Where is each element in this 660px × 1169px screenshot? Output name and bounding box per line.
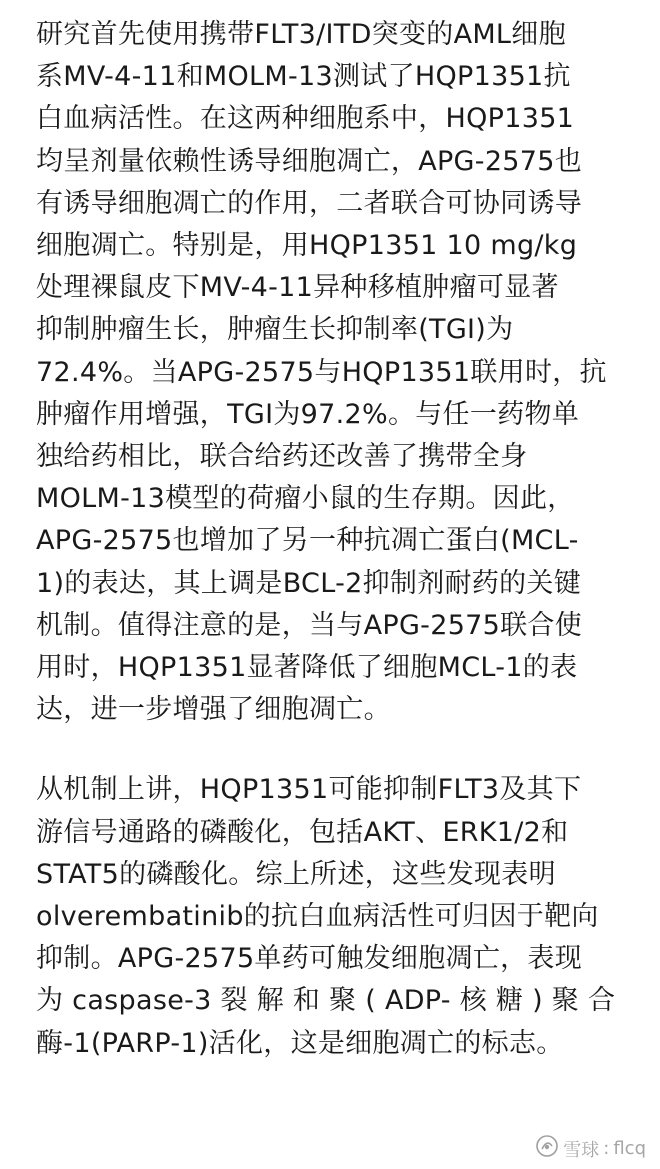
text-line: STAT5的磷酸化。综上所述，这些发现表明 bbox=[36, 858, 556, 890]
text-line: 独给药相比，联合给药还改善了携带全身 bbox=[36, 441, 528, 473]
text-line: 72.4%。当APG-2575与HQP1351联用时，抗 bbox=[36, 356, 607, 388]
text-line: 机制。值得注意的是，当与APG-2575联合使 bbox=[36, 609, 583, 641]
text-line: 为 caspase-3 裂 解 和 聚 ( ADP- 核 糖 ) 聚 合 bbox=[36, 985, 616, 1017]
text-line: 细胞凋亡。特别是，用HQP1351 10 mg/kg bbox=[36, 230, 578, 262]
text-line: 从机制上讲，HQP1351可能抑制FLT3及其下 bbox=[36, 774, 582, 806]
watermark-separator: : bbox=[603, 1138, 610, 1159]
text-line: 酶-1(PARP-1)活化，这是细胞凋亡的标志。 bbox=[36, 1027, 564, 1059]
text-line: 白血病活性。在这两种细胞系中，HQP1351 bbox=[36, 103, 575, 135]
text-line: 抑制。APG-2575单药可触发细胞凋亡，表现 bbox=[36, 943, 583, 975]
text-line: 用时，HQP1351显著降低了细胞MCL-1的表 bbox=[36, 652, 578, 684]
text-line: 抑制肿瘤生长，肿瘤生长抑制率(TGI)为 bbox=[36, 314, 514, 346]
watermark bbox=[535, 1134, 646, 1163]
watermark-user: flcq bbox=[613, 1138, 646, 1159]
snowball-logo-icon bbox=[535, 1134, 559, 1163]
text-line: 达，进一步增强了细胞凋亡。 bbox=[36, 694, 391, 726]
text-line: 1)的表达，其上调是BCL-2抑制剂耐药的关键 bbox=[36, 567, 582, 599]
text-line: olverembatinib的抗白血病活性可归因于靶向 bbox=[36, 901, 599, 933]
text-line: 研究首先使用携带FLT3/ITD突变的AML细胞 bbox=[36, 19, 566, 50]
paragraph-2 bbox=[36, 769, 628, 1064]
paragraph-1 bbox=[36, 14, 628, 731]
text-line: 系MV-4-11和MOLM-13测试了HQP1351抗 bbox=[36, 61, 571, 93]
watermark-site: 雪球 bbox=[563, 1139, 600, 1161]
text-line: MOLM-13模型的荷瘤小鼠的生存期。因此， bbox=[36, 483, 575, 515]
text-line: 肿瘤作用增强，TGI为97.2%。与任一药物单 bbox=[36, 398, 580, 430]
text-line: 有诱导细胞凋亡的作用，二者联合可协同诱导 bbox=[36, 187, 582, 219]
text-line: 游信号通路的磷酸化，包括AKT、ERK1/2和 bbox=[36, 816, 569, 848]
text-line: 均呈剂量依赖性诱导细胞凋亡，APG-2575也 bbox=[36, 145, 583, 177]
text-line: 处理裸鼠皮下MV-4-11异种移植肿瘤可显著 bbox=[36, 272, 559, 304]
text-line: APG-2575也增加了另一种抗凋亡蛋白(MCL- bbox=[36, 525, 579, 557]
